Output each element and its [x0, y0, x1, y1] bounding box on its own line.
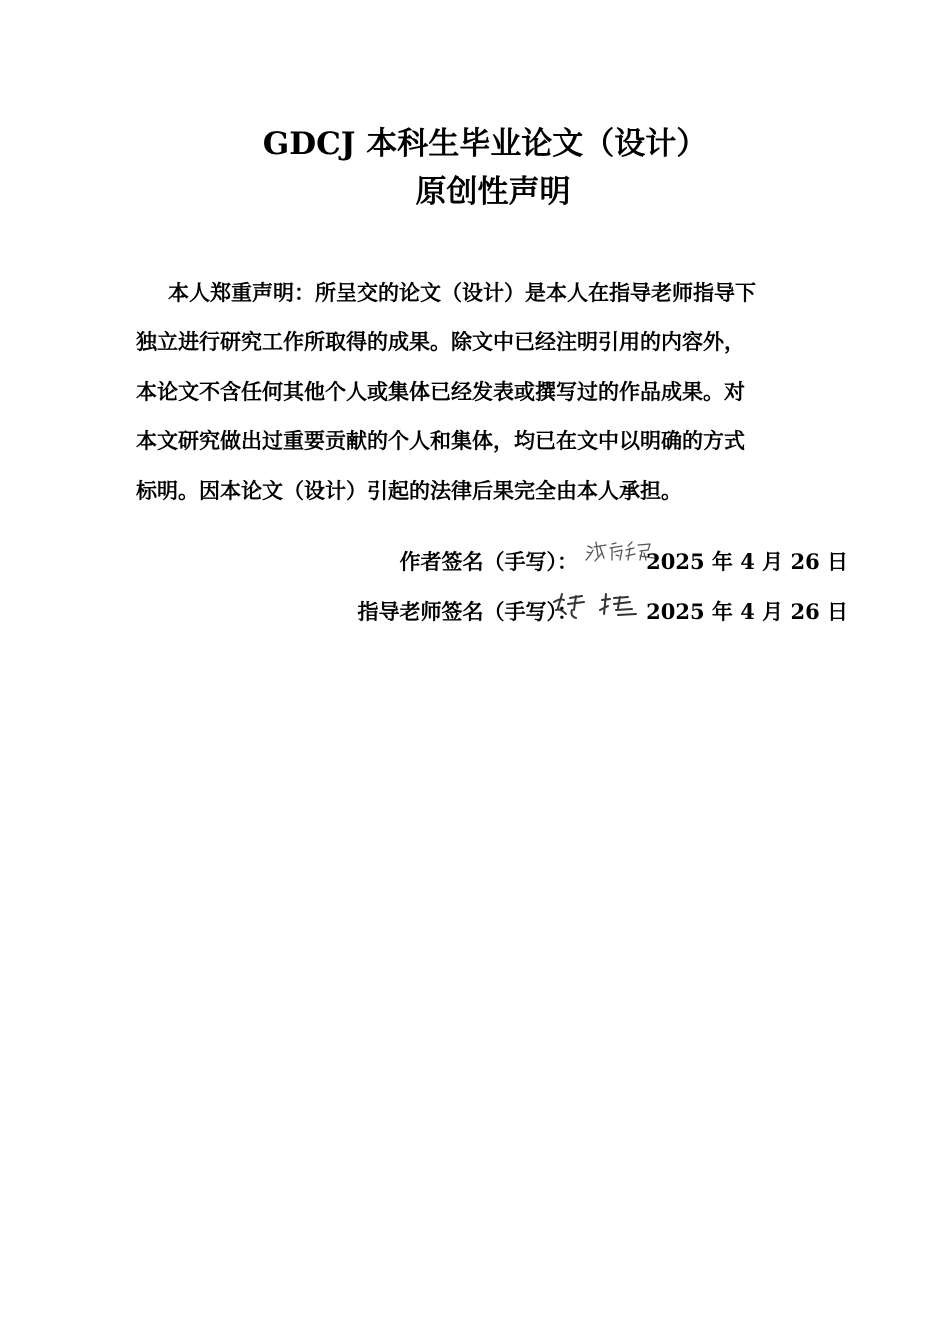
author-signature-label: 作者签名（手写）：: [399, 549, 578, 574]
declaration-line: 本人郑重声明：所呈交的论文（设计）是本人在指导老师指导下: [168, 280, 756, 305]
declaration-line: 独立进行研究工作所取得的成果。除文中已经注明引用的内容外，: [136, 329, 745, 354]
declaration-line: 本文研究做出过重要贡献的个人和集体，均已在文中以明确的方式: [136, 428, 745, 453]
author-signature-date: 2025 年 4 月 26 日: [646, 549, 848, 574]
advisor-signature-label: 指导老师签名（手写）：: [357, 599, 578, 624]
advisor-handwritten-signature: [550, 588, 650, 624]
declaration-line: 标明。因本论文（设计）引起的法律后果完全由本人承担。: [136, 478, 682, 503]
title-line-2: 原创性声明: [415, 174, 571, 210]
title-line-1: GDCJ 本科生毕业论文（设计）: [262, 126, 708, 162]
declaration-line: 本论文不含任何其他个人或集体已经发表或撰写过的作品成果。对: [136, 379, 745, 404]
advisor-signature-date: 2025 年 4 月 26 日: [646, 599, 848, 624]
